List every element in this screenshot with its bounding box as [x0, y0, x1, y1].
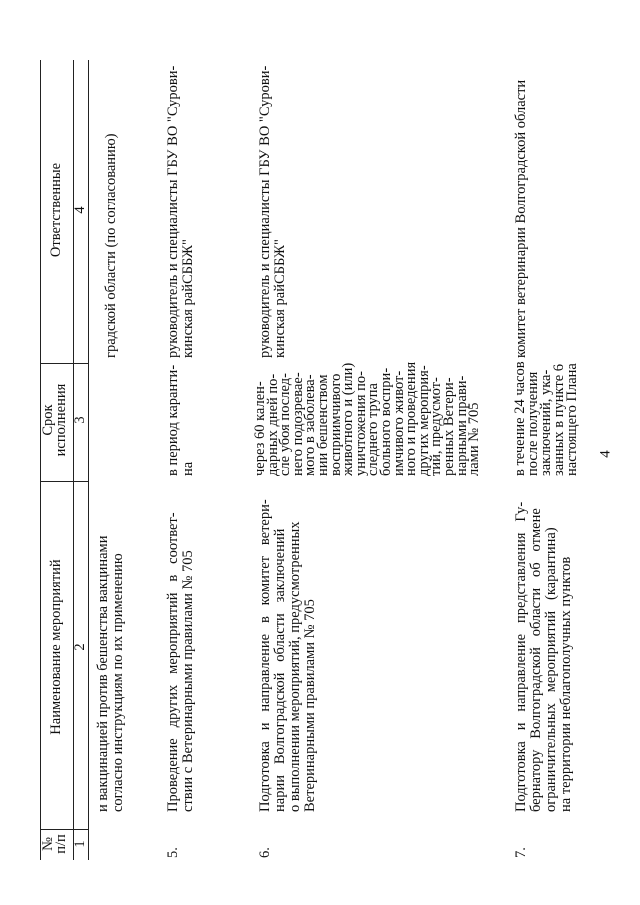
header-responsible: Ответственные [48, 162, 64, 258]
column-number: 4 [72, 206, 88, 214]
header-measure-name: Наименование мероприятий [48, 559, 64, 735]
row-7-responsible: комитет ветеринарии Волгоградской области [513, 79, 529, 358]
column-numbers-divider [88, 60, 89, 860]
column-number: 2 [72, 643, 88, 651]
row-6-term: через 60 кален- дарных дней по- сле убоя послед- него подозревае- мого в заболева- нии бешенством восприимчивого животного и (или) уничтожения по- следнего трупа больного воспри- имчивого живот- ного и проведения других мероприя- тий, предусмот- ренных Ветери- нарными прави- лами № 705 [252, 361, 483, 476]
row-7-measure: Подготовка и направление представления Гу- бернатору Волгоградской области об отмене ограничительных мероприятий (карантина) на территории неблагополучных пунктов [513, 501, 574, 812]
header-number: № п/п [40, 834, 69, 854]
row-5-number: 5. [165, 847, 181, 858]
row-6-responsible: руководитель и специалисты ГБУ ВО "Сурови- кинская райСББЖ" [257, 65, 288, 358]
row-continuation-responsible: градской области (по согласованию) [103, 133, 119, 358]
row-6-measure: Подготовка и направление в комитет ветери- нарии Волгоградской области заключений о выполнении мероприятий, предусмотренных Ветеринарными правилами № 705 [257, 499, 318, 812]
column-number: 3 [72, 416, 88, 424]
column-number: 1 [72, 840, 88, 848]
row-continuation-measure: и вакцинацией против бешенства вакцинами согласно инструкциям по их применению [95, 535, 126, 812]
row-7-number: 7. [513, 847, 529, 858]
page-number: 4 [597, 450, 614, 458]
row-5-measure: Проведение других мероприятий в соответ- ствии с Ветеринарными правилами № 705 [165, 512, 196, 812]
table-top-border [40, 60, 41, 860]
row-6-number: 6. [257, 847, 273, 858]
plan-table [40, 60, 600, 860]
row-7-term: в течение 24 часов после получения заключений, ука- занных в пункте 6 настоящего Плана [512, 361, 580, 476]
row-5-term: в период каранти- на [165, 364, 196, 476]
row-5-responsible: руководитель и специалисты ГБУ ВО "Сурови- кинская райСББЖ" [165, 65, 196, 358]
header-deadline: Срок исполнения [40, 383, 69, 457]
